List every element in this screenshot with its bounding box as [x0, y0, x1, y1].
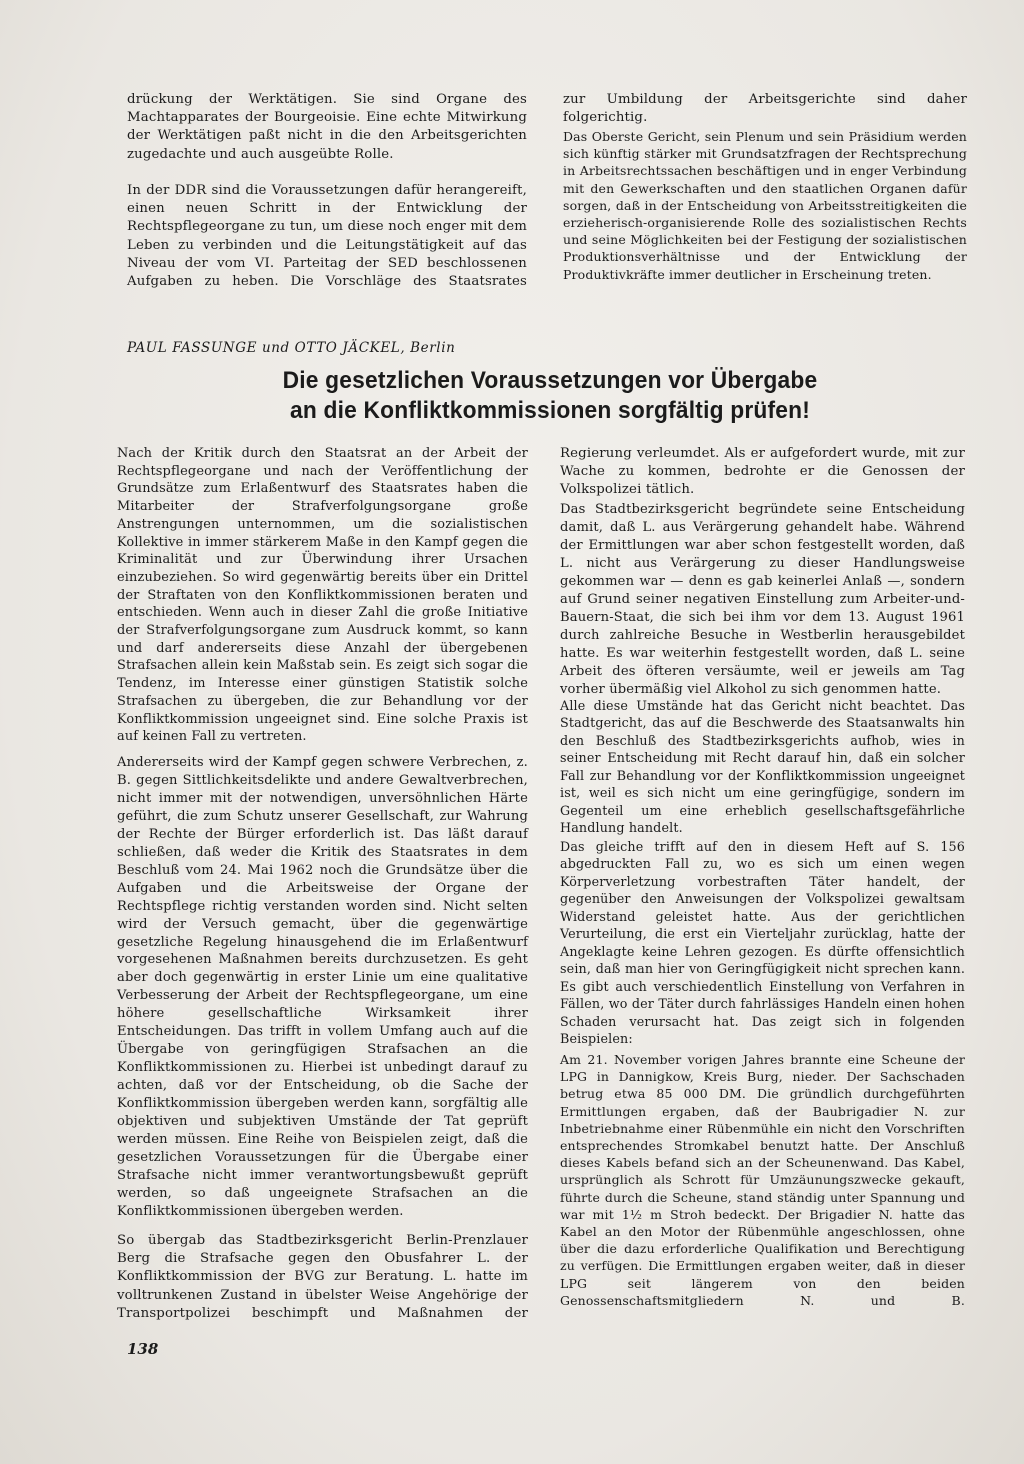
- article-left-paragraph-1: Nach der Kritik durch den Staatsrat an der Arbeit der Rechtspflegeorgane und nach der Veröffentlichung der Grundsätze zum Erlaßentwurf des Staatsrates haben die Mitarbeiter der Strafverfolgungsorgane große Anstrengungen unternommen, um die sozialistischen Kollektive in immer stärkerem Maße in den Kampf gegen die Kriminalität und zur Überwindung ihrer Ursachen einzubeziehen. So wird gegenwärtig bereits über ein Drittel der Straftaten von den Konfliktkommissionen beraten und entschieden. Wenn auch in dieser Zahl die große Initiative der Strafverfolgungsorgane zum Ausdruck kommt, so kann und darf andererseits diese Anzahl der übergebenen Strafsachen allein kein Maßstab sein. Es zeigt sich sogar die Tendenz, im Interesse einer günstigen Statistik solche Strafsachen zu übergeben, die zur Behandlung vor der Konfliktkommission ungeeignet sind. Eine solche Praxis ist auf keinen Fall zu vertreten.: [117, 446, 528, 745]
- top-left-paragraph-1: drückung der Werktätigen. Sie sind Organe des Machtapparates der Bourgeoisie. Eine echte Mitwirkung der Werktätigen paßt nicht in die den Arbeitsgerichten zugedachte und auch ausgeübte Rolle.: [127, 92, 527, 162]
- article-right-paragraph-3: Alle diese Umstände hat das Gericht nicht beachtet. Das Stadtgericht, das auf die Beschwerde des Staatsanwalts hin den Beschluß des Stadtbezirksgerichts aufhob, wies in seiner Entscheidung mit Recht darauf hin, daß ein solcher Fall zur Behandlung vor der Konfliktkommission ungeeignet ist, weil es sich nicht um eine geringfügige, sondern im Gegenteil um eine erheblich gesellschaftsgefährliche Handlung handelt.: [560, 698, 965, 836]
- article-right-paragraph-4: Das gleiche trifft auf den in diesem Heft auf S. 156 abgedruckten Fall zu, wo es sich um einen wegen Körperverletzung vorbestraften Täter handelt, der gegenüber den Anweisungen der Volkspolizei gewaltsam Widerstand geleistet hatte. Aus der gerichtlichen Verurteilung, die erst ein Vierteljahr zurücklag, hatte der Angeklagte keine Lehren gezogen. Es dürfte offensichtlich sein, daß man hier von Geringfügigkeit nicht sprechen kann. Es gibt auch verschiedentlich Einstellung von Verfahren in Fällen, wo der Täter durch fahrlässiges Handeln einen hohen Schaden verursacht hat. Das zeigt sich in folgenden Beispielen:: [560, 839, 965, 1046]
- article-byline: PAUL FASSUNGE und OTTO JÄCKEL, Berlin: [127, 340, 456, 356]
- top-right-paragraph-2: Das Oberste Gericht, sein Plenum und sein Präsidium werden sich künftig stärker mit Grundsatzfragen der Rechtsprechung in Arbeitsrechtssachen beschäftigen und in enger Verbindung mit den Gewerkschaften und den staatlichen Organen dafür sorgen, daß in der Entscheidung von Arbeitsstreitigkeiten die erzieherisch-organisierende Rolle des sozialistischen Rechts und seine Möglichkeiten bei der Festigung der sozialistischen Produktionsverhältnisse und der Entwicklung der Produktivkräfte immer deutlicher in Erscheinung treten.: [563, 129, 967, 282]
- article-right-paragraph-5: Am 21. November vorigen Jahres brannte eine Scheune der LPG in Dannigkow, Kreis Burg, nieder. Der Sachschaden betrug etwa 85 000 DM. Die gründlich durchgeführten Ermittlungen ergaben, daß der Baubrigadier N. zur Inbetriebnahme einer Rübenmühle ein nicht den Vorschriften entsprechendes Stromkabel benutzt hatte. Der Anschluß dieses Kabels befand sich an der Scheunenwand. Das Kabel, ursprünglich als Schrott für Umzäunungszwecke gekauft, führte durch die Scheune, stand ständig unter Spannung und war mit 1½ m Stroh bedeckt. Der Brigadier N. hatte das Kabel an den Motor der Rübenmühle angeschlossen, ohne über die dazu erforderliche Qualifikation und Berechtigung zu verfügen. Die Ermittlungen ergaben weiter, daß in dieser LPG seit längerem von den beiden Genossenschaftsmitgliedern N. und B.: [560, 1052, 965, 1308]
- article-left-paragraph-3: So übergab das Stadtbezirksgericht Berlin-Prenzlauer Berg die Strafsache gegen den Obusfahrer L. der Konfliktkommission der BVG zur Beratung. L. hatte im volltrunkenen Zustand in übelster Weise Angehörige der Transportpolizei beschimpft und Maßnahmen der: [117, 1233, 528, 1321]
- article-title-line-1: Die gesetzlichen Voraussetzungen vor Übergabe: [282, 367, 818, 394]
- article-title: [225, 366, 876, 426]
- top-right-paragraph-1: zur Umbildung der Arbeitsgerichte sind daher folgerichtig.: [563, 92, 967, 126]
- article-right-paragraph-1: Regierung verleumdet. Als er aufgefordert wurde, mit zur Wache zu kommen, bedrohte er die Genossen der Volkspolizei tätlich.: [560, 446, 965, 498]
- top-left-paragraph-2: In der DDR sind die Voraussetzungen dafür herangereift, einen neuen Schritt in der Entwicklung der Rechtspflegeorgane zu tun, um diese noch enger mit dem Leben zu verbinden und die Leitungstätigkeit auf das Niveau der vom VI. Parteitag der SED beschlossenen Aufgaben zu heben. Die Vorschläge des Staatsrates: [127, 183, 527, 290]
- article-title-line-2: an die Konfliktkommissionen sorgfältig prüfen!: [289, 397, 810, 424]
- article-right-paragraph-2: Das Stadtbezirksgericht begründete seine Entscheidung damit, daß L. aus Verärgerung gehandelt habe. Während der Ermittlungen war aber schon festgestellt worden, daß L. nicht aus Verärgerung zu dieser Handlungsweise gekommen war — denn es gab keinerlei Anlaß —, sondern auf Grund seiner negativen Einstellung zum Arbeiter-und-Bauern-Staat, die sich bei ihm vor dem 13. August 1961 durch zahlreiche Besuche in Westberlin herausgebildet hatte. Es war weiterhin festgestellt worden, daß L. seine Arbeit des öfteren versäumte, weil er jeweils am Tag vorher übermäßig viel Alkohol zu sich genommen hatte.: [560, 502, 965, 697]
- page-number: 138: [127, 1340, 159, 1358]
- article-left-paragraph-2: Andererseits wird der Kampf gegen schwere Verbrechen, z. B. gegen Sittlichkeitsdelikte und andere Gewaltverbrechen, nicht immer mit der notwendigen, unversöhnlichen Härte geführt, die zum Schutz unserer Gesellschaft, zur Wahrung der Rechte der Bürger erforderlich ist. Das läßt darauf schließen, daß weder die Kritik des Staatsrates in dem Beschluß vom 24. Mai 1962 noch die Grundsätze über die Aufgaben und die Arbeitsweise der Organe der Rechtspflege richtig verstanden worden sind. Nicht selten wird der Versuch gemacht, über die gegenwärtige gesetzliche Regelung hinausgehend die im Erlaßentwurf vorgesehenen Maßnahmen bereits durchzusetzen. Es geht aber doch gegenwärtig in erster Linie um eine qualitative Verbesserung der Arbeit der Rechtspflegeorgane, um eine höhere gesellschaftliche Wirksamkeit ihrer Entscheidungen. Das trifft in vollem Umfang auch auf die Übergabe von geringfügigen Strafsachen an die Konfliktkommissionen zu. Hierbei ist unbedingt darauf zu achten, daß vor der Entscheidung, ob die Sache der Konfliktkommission übergeben werden kann, sorgfältig alle objektiven und subjektiven Umstände der Tat geprüft werden müssen. Eine Reihe von Beispielen zeigt, daß die gesetzlichen Voraussetzungen für die Übergabe einer Strafsache nicht immer verantwortungsbewußt geprüft werden, so daß ungeeignete Strafsachen an die Konfliktkommissionen übergeben werden.: [117, 755, 528, 1219]
